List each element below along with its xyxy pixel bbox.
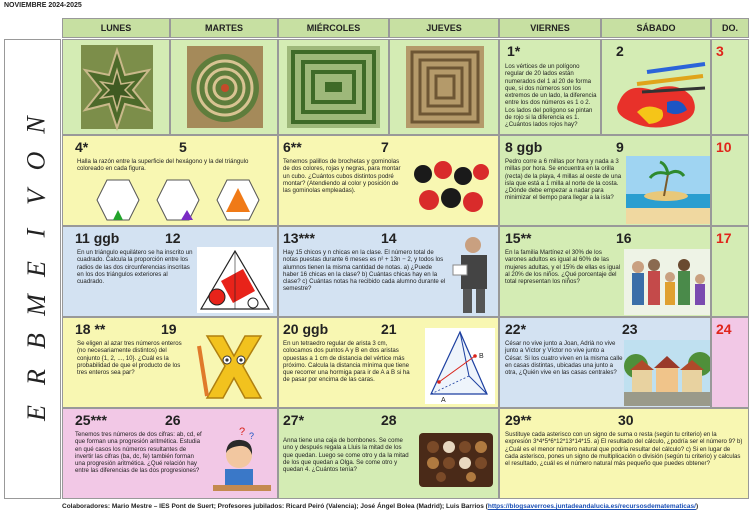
day-cell-18: [62, 317, 278, 408]
month-letter: B: [21, 333, 51, 349]
day-problem-text: Sustituye cada asterisco con un signo de suma o resta (según tu criterio) en la expresión 3*4*5*6*12*13*14*15. a) El resultado del cálculo, ¿podría ser el número 9? b) ¿Cuál es el menor número natural que podría resultar del cálculo? c) Si en lugar de cada asterisco, pones un signo de multiplicación o división (según tu criterio) y calculas el resultado, ¿cuál es el número natural más pequeño que puedes obtener?: [505, 431, 743, 468]
day-problem-text: Los vértices de un polígono regular de 20 lados están numerados del 1 al 20 de forma que, si dos números son los extremos de un lado, la diferencia entre los dos números es 1 o 2. Los lados del polígono se pintan de rojo si la diferencia es 1. ¿Cuántos lados rojos hay?: [505, 63, 597, 129]
paintbrushes-image: [607, 62, 707, 132]
footer-text: Colaboradores: Mario Mestre – IES Pont de Suert; Profesores jubilados: Ricard Peiró (Valencia); José Ángel Bolea (Madrid); Luis Barrios (: [62, 503, 488, 510]
maze-stone-image: [390, 40, 498, 134]
day-problem-text: Anna tiene una caja de bombones. Se come uno y después regala a Lluis la mitad de los que quedan. Luego se come otro y da la mitad de los que quedan a Olga. Se come otro y quedan 4. ¿Cuántos tenía?: [283, 437, 409, 474]
day-number: 14: [381, 230, 397, 246]
header-sabado: SÁBADO: [601, 18, 711, 38]
day-cell-4: [62, 135, 278, 226]
maze-photo-2: [170, 39, 278, 135]
day-number: 30: [618, 412, 634, 428]
day-problem-text: Tenemos palillos de brochetas y gominolas de dos colores, rojas y negras, para montar un cubo. ¿Cuántos cubos distintos podré montar? (Atendiendo al color y posición de las gominolas empleadas).: [283, 158, 401, 195]
day-cell-20: [278, 317, 499, 408]
day-number: 9: [616, 139, 624, 155]
header-lunes: LUNES: [62, 18, 170, 38]
day-number: 16: [616, 230, 632, 246]
day-number: 2: [616, 43, 624, 59]
maze-star-image: [63, 40, 169, 134]
day-problem-text: En un tetraedro regular de arista 3 cm, colocamos dos puntos A y B en dos aristas opuestas a 1 cm de distancia del vértice más próximo. Calcula la distancia mínima que tiene que recorrer una hormiga para ir de A a B si ha de pasar por encima de las caras.: [283, 340, 410, 384]
day-number: 27*: [283, 412, 305, 428]
day-number: 12: [165, 230, 181, 246]
family-image: [624, 249, 710, 315]
svg-text:?: ?: [239, 426, 246, 438]
maze-hedge-image: [279, 40, 388, 134]
day-number: 5: [179, 139, 187, 155]
day-number: 11 ggb: [75, 230, 120, 246]
day-cell-27: [278, 408, 499, 499]
day-number: 7: [381, 139, 389, 155]
day-cell-22: [499, 317, 711, 408]
day-number: 26: [165, 412, 181, 428]
day-problem-text: Hay 15 chicos y n chicas en la clase. El número total de notas puestas durante 6 meses es n² + 13n − 2, y todos los alumnos tienen la misma cantidad de notas. a) ¿Puede haber 16 chicas en la clase? b) Cuántas chicas hay en la clase? c) Cuántas notas ha recibido cada alumno durante el semestre?: [283, 249, 446, 293]
month-letter: V: [21, 189, 51, 205]
day-number: 19: [161, 321, 177, 337]
day-number: 28: [381, 412, 397, 428]
month-letter: N: [21, 116, 51, 134]
day-problem-text: César no vive junto a Joan, Adrià no vive junto a Víctor y Víctor no vive junto a César. Si los cuatro viven en la misma calle en casas distintas, ubicadas una junto a otra, ¿Quién vive en las casas centrales?: [505, 340, 623, 377]
day-cell-17: [711, 226, 749, 317]
day-number: 20 ggb: [283, 321, 329, 337]
day-number-sunday: 3: [716, 43, 724, 59]
village-houses-image: [624, 340, 710, 406]
footer-credits: [62, 503, 698, 510]
day-number: 29**: [505, 412, 532, 428]
month-letter: E: [21, 261, 51, 277]
maze-photo-4: [389, 39, 499, 135]
svg-text:?: ?: [249, 431, 255, 441]
day-number: 25***: [75, 412, 107, 428]
month-letter: R: [21, 369, 51, 385]
day-cell-15: [499, 226, 711, 317]
day-cell-2: [601, 39, 711, 135]
day-problem-text: Tenemos tres números de dos cifras: ab, cd, ef que forman una progresión aritmética. Estudia en qué casos los números resultantes de invertir las cifras (ba, dc, fe) también forman una progresión aritmética. ¿Qué relación hay entre las diferencias de las dos progresiones?: [75, 431, 202, 475]
day-problem-text: Se eligen al azar tres números enteros (no necesariamente distintos) del conjunto {1, 2, ..., 10}. ¿Cuál es la probabilidad de que el producto de los tres enteros sea par?: [77, 340, 182, 377]
day-cell-24: [711, 317, 749, 408]
day-number: 6**: [283, 139, 302, 155]
day-number: 8 ggb: [505, 139, 543, 155]
month-letter: E: [21, 405, 51, 421]
tetra-label-a: A: [441, 397, 446, 404]
day-number: 15**: [505, 230, 532, 246]
day-problem-text: Halla la razón entre la superficie del hexágono y la del triángulo coloreado en cada figura.: [77, 158, 249, 173]
teacher-image: [451, 233, 497, 315]
day-number: 1*: [507, 43, 521, 59]
day-number: 21: [381, 321, 397, 337]
header-martes: MARTES: [170, 18, 278, 38]
beach-island-image: [626, 156, 710, 224]
day-cell-10: [711, 135, 749, 226]
maze-round-image: [171, 40, 277, 134]
chocolate-box-image: [415, 423, 497, 495]
maze-photo-3: [278, 39, 389, 135]
day-problem-text: En la familia Martínez el 30% de los varones adultos es igual al 60% de las mujeres adultas, y el 15% de ellas es igual al 20% de los niños. ¿Qué porcentaje del total representan los niños?: [505, 249, 621, 286]
day-cell-29: [499, 408, 749, 499]
day-number-sunday: 10: [716, 139, 732, 155]
day-number-sunday: 17: [716, 230, 732, 246]
tetra-label-b: B: [479, 353, 484, 360]
triangle-square-figure: [197, 247, 273, 313]
day-cell-8: [499, 135, 711, 226]
gummy-candies-image: [409, 158, 495, 224]
day-problem-text: Pedro corre a 6 millas por hora y nada a 3 millas por hora. Se encuentra en la orilla (recta) de la playa, 4 millas al oeste de una isla que está a 1 milla al norte de la costa. ¿Dónde debe empezar a nadar para minimizar el tiempo para llegar a la isla?: [505, 158, 622, 202]
month-letter: M: [21, 294, 51, 316]
footer-close: ): [695, 503, 699, 510]
day-cell-6: [278, 135, 499, 226]
day-number: 18 **: [75, 321, 106, 337]
header-domingo: DO.: [711, 18, 749, 38]
page-title: NOVIEMBRE 2024-2025: [4, 2, 82, 9]
day-cell-3: [711, 39, 749, 135]
month-letter: I: [21, 228, 51, 238]
day-cell-13: [278, 226, 499, 317]
month-vertical-label: [4, 39, 61, 499]
hexagon-triangles-figure: [83, 178, 273, 224]
day-problem-text: En un triángulo equilátero se ha inscrito un cuadrado. Calcula la proporción entre los radios de las dos circunferencias inscritas en los dos triángulos exteriores al cuadrado.: [77, 249, 193, 286]
day-number-sunday: 24: [716, 321, 732, 337]
footer-link[interactable]: https://blogsaverroes.juntadeandalucia.es/recursosdematematicas/: [487, 503, 696, 510]
day-cell-11: [62, 226, 278, 317]
day-cell-1: [499, 39, 601, 135]
month-letter: O: [21, 151, 51, 171]
day-number: 4*: [75, 139, 89, 155]
day-number: 22*: [505, 321, 527, 337]
cartoon-x-character-image: [193, 326, 275, 406]
thinking-girl-image: [209, 423, 275, 497]
header-viernes: VIERNES: [499, 18, 601, 38]
header-jueves: JUEVES: [389, 18, 499, 38]
day-number: 13***: [283, 230, 315, 246]
day-number: 23: [622, 321, 638, 337]
tetrahedron-figure: [425, 328, 495, 404]
day-cell-25: [62, 408, 278, 499]
maze-photo-1: [62, 39, 170, 135]
header-miercoles: MIÉRCOLES: [278, 18, 389, 38]
